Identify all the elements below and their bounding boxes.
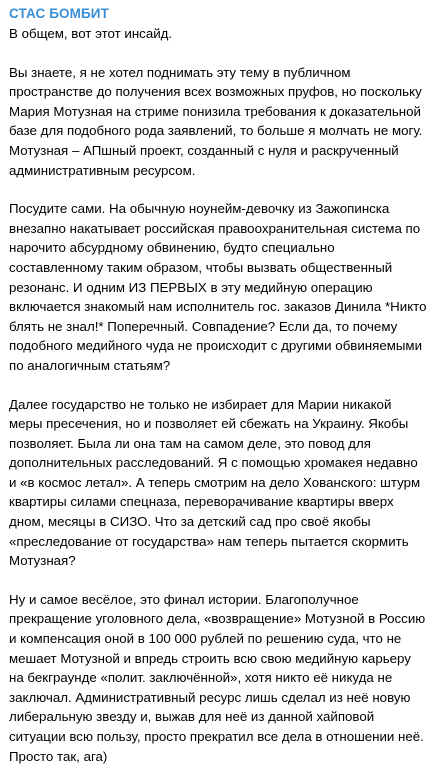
post-paragraph-5: Ну и самое весёлое, это финал истории. Благополучное прекращение уголовного дела, «возвращение» Мотузной в Россию и компенсация оной в 100 000 рублей по решению суда, что не мешает Мотузной и впредь строить всю свою медийную карьеру на бекграунде «полит. заключённой», хотя никто её никуда не заключал. Административный ресурс лишь сделал из неё новую либеральную звезду и, выжав для неё из данной хайповой ситуации всю пользу, просто прекратил все дела в отношении неё. Просто так, ага) [9, 591, 426, 764]
post-paragraph-intro: В общем, вот этот инсайд. [9, 26, 173, 41]
channel-name[interactable]: СТАС БОМБИТ [9, 6, 109, 21]
post-paragraph-3: Посудите сами. На обычную ноунейм-девочку из Зажопинска внезапно накатывает российская правоохранительная система по нарочито абсурдному обвинению, будто специально составленному таким образом, чтобы вызвать общественный резонанс. И одним ИЗ ПЕРВЫХ в эту медийную операцию включается знакомый нам исполнитель гос. заказов Динила *Никто блять не знал!* Поперечный. Совпадение? Если да, то почему подобного медийного чуда не происходит с другими обвиняемыми по аналогичным статьям? [9, 201, 427, 373]
post-paragraph-2: Вы знаете, я не хотел поднимать эту тему в публичном пространстве до получения всех возможных пруфов, но поскольку Мария Мотузная на стриме понизила требования к доказательной базе для подобного рода заявлений, то больше я молчать не могу. Мотузная – АПшный проект, созданный с нуля и раскрученный административным ресурсом. [9, 64, 423, 178]
post-paragraph-4: Далее государство не только не избирает для Марии никакой меры пресечения, но и позволяет ей сбежать на Украину. Якобы позволяет. Была ли она там на самом деле, это повод для дополнительных расследований. Я с помощью хромакея недавно и «в космос летал». А теперь смотрим на дело Хованского: штурм квартиры силами спецназа, переворачивание квартиры вверх дном, месяцы в СИЗО. Что за детский сад про своё якобы «преследование от государства» нам теперь пытается скормить Мотузная? [9, 396, 421, 569]
